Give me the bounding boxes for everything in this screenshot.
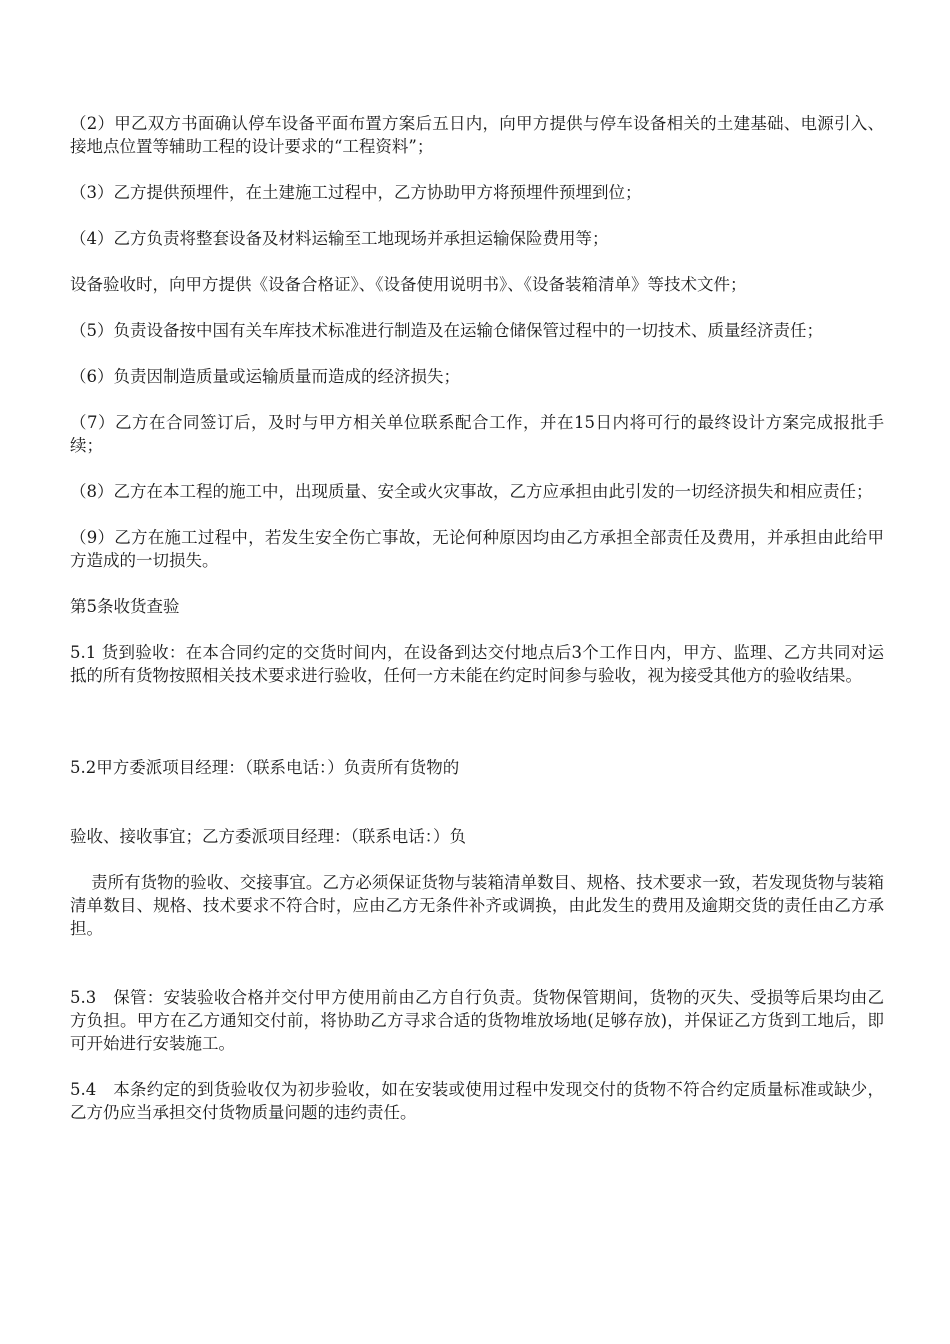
clause-5: （5）负责设备按中国有关车库技术标准进行制造及在运输仓储保管过程中的一切技术、质量经济责任； — [70, 321, 823, 340]
clause-9: （9）乙方在施工过程中，若发生安全伤亡事故，无论何种原因均由乙方承担全部责任及费用，并承担由此给甲方造成的一切损失。 — [70, 528, 884, 570]
section-5-4: 5.4 本条约定的到货验收仅为初步验收，如在安装或使用过程中发现交付的货物不符合约定质量标准或缺少，乙方仍应当承担交付货物质量问题的违约责任。 — [70, 1080, 884, 1122]
clause-2: （2）甲乙双方书面确认停车设备平面布置方案后五日内，向甲方提供与停车设备相关的土建基础、电源引入、接地点位置等辅助工程的设计要求的“工程资料”； — [70, 114, 884, 156]
section-5-2-rest: 责所有货物的验收、交接事宜。乙方必须保证货物与装箱清单数目、规格、技术要求一致，若发现货物与装箱清单数目、规格、技术要求不符合时，应由乙方无条件补齐或调换，由此发生的费用及逾期交货的责任由乙方承担。 — [70, 873, 884, 938]
section-5-1: 5.1 货到验收：在本合同约定的交货时间内，在设备到达交付地点后3个工作日内，甲方、监理、乙方共同对运抵的所有货物按照相关技术要求进行验收，任何一方未能在约定时间参与验收，视为接受其他方的验收结果。 — [70, 643, 884, 685]
clause-4: （4）乙方负责将整套设备及材料运输至工地现场并承担运输保险费用等； — [70, 229, 609, 248]
section-5-2-line-1: 5.2甲方委派项目经理：（联系电话：）负责所有货物的 — [70, 758, 460, 777]
clause-3: （3）乙方提供预埋件，在土建施工过程中，乙方协助甲方将预埋件预埋到位； — [70, 183, 642, 202]
section-5-3: 5.3 保管：安装验收合格并交付甲方使用前由乙方自行负责。货物保管期间，货物的灭失、受损等后果均由乙方负担。甲方在乙方通知交付前，将协助乙方寻求合适的货物堆放场地(足够存放)，并保证乙方货到工地后，即可开始进行安装施工。 — [70, 988, 884, 1053]
equipment-acceptance-docs: 设备验收时，向甲方提供《设备合格证》、《设备使用说明书》、《设备装箱清单》等技术文件； — [70, 275, 747, 294]
section-heading-article-5: 第5条收货查验 — [70, 597, 180, 616]
document-page — [70, 112, 884, 1147]
section-5-2 — [70, 710, 884, 963]
clause-8: （8）乙方在本工程的施工中，出现质量、安全或火灾事故，乙方应承担由此引发的一切经济损失和相应责任； — [70, 482, 873, 501]
section-5-2-line-2: 验收、接收事宜；乙方委派项目经理：（联系电话：）负 — [70, 827, 466, 846]
clause-7: （7）乙方在合同签订后，及时与甲方相关单位联系配合工作，并在15日内将可行的最终设计方案完成报批手续； — [70, 413, 884, 455]
clause-6: （6）负责因制造质量或运输质量而造成的经济损失； — [70, 367, 460, 386]
